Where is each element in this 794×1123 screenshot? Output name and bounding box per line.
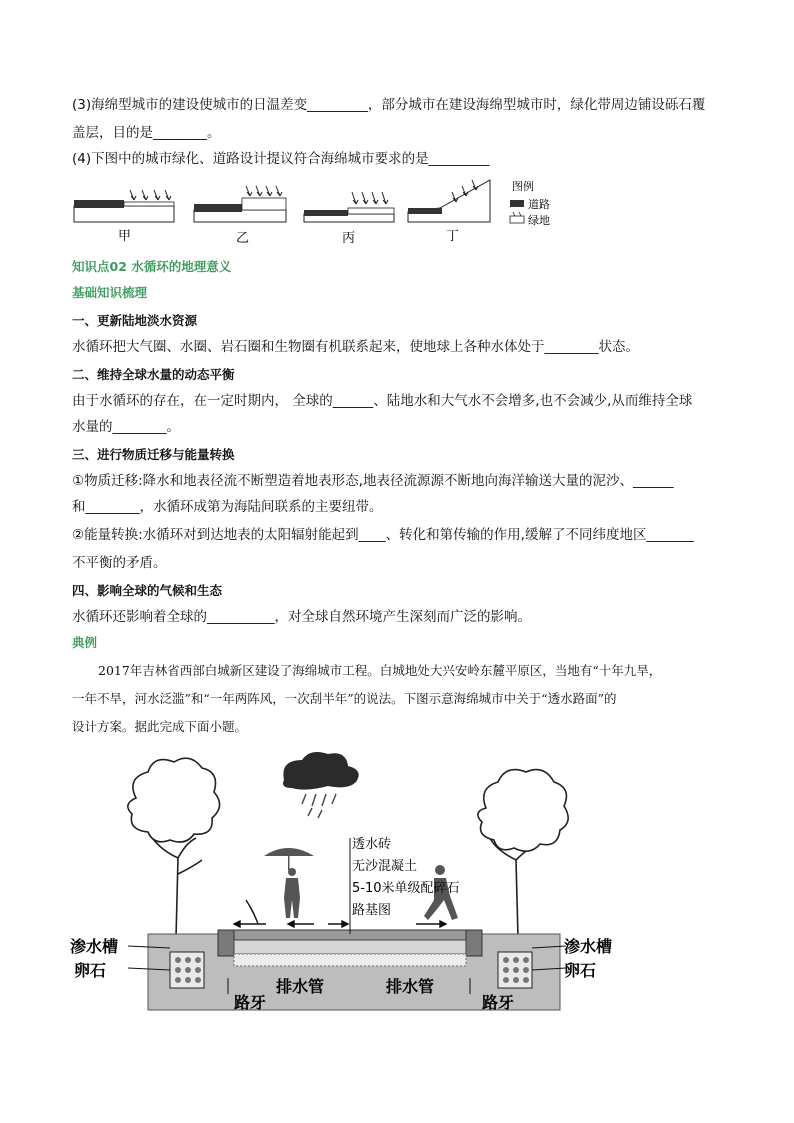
question-3-line2: 盖层，目的是________。 (72, 125, 221, 141)
rain-cloud-icon (283, 752, 359, 818)
point-3-text-b: 和________，水循环成第为海陆间联系的主要纽带。 (72, 499, 383, 515)
right-pebble-label: 卵石 (564, 961, 597, 980)
point-3-text-d: 不平衡的矛盾。 (72, 555, 167, 571)
layer-label-2: 无沙混凝土 (352, 859, 418, 874)
design-figure (70, 178, 570, 244)
example-line3: 设计方案。据此完成下面小题。 (72, 719, 248, 734)
question-3-line1: (3)海绵型城市的建设使城市的日温差变_________，部分城市在建设海绵型城市时，绿化带周边铺设砾石覆 (72, 97, 706, 113)
point-3-text-a: ①物质迁移:降水和地表径流不断塑造着地表形态,地表径流源源不断地向海洋输送大量的泥沙、______ (72, 473, 674, 489)
left-groove-label: 渗水槽 (70, 937, 119, 956)
left-curb-label: 路牙 (234, 993, 267, 1012)
point-3-heading: 三、进行物质迁移与能量转换 (72, 447, 235, 462)
layer-label-1: 透水砖 (352, 837, 392, 852)
right-curb-label: 路牙 (482, 993, 515, 1012)
design-ding (408, 180, 490, 244)
example-title: 典例 (72, 635, 98, 650)
design-bing (304, 192, 394, 244)
section-title: 知识点02 水循环的地理意义 (72, 259, 232, 274)
flow-arrows (234, 900, 446, 927)
right-pipe-label: 排水管 (386, 977, 435, 996)
right-groove-label: 渗水槽 (564, 937, 613, 956)
concrete-layer (234, 940, 466, 954)
point-1-text: 水循环把大气圈、水圈、岩石圈和生物圈有机联系起来，使地球上各种水体处于________状态。 (72, 339, 639, 355)
layer-label-3: 5-10米单级配碎石 (352, 881, 460, 896)
left-pebble-label: 卵石 (74, 961, 107, 980)
right-tree-icon (478, 770, 568, 938)
legend-green: 绿地 (528, 214, 550, 227)
gravel-layer (234, 954, 466, 966)
point-4-heading: 四、影响全球的气候和生态 (72, 583, 223, 598)
point-2-heading: 二、维持全球水量的动态平衡 (72, 367, 235, 382)
example-line2: 一年不旱，河水泛滥”和“一年两阵风，一次刮半年”的说法。下图示意海绵城市中关于“透水路面”的 (72, 691, 617, 706)
point-3-text-c: ②能量转换:水循环对到达地表的太阳辐射能起到____、转化和第传输的作用,缓解了不同纬度地区_______ (72, 527, 694, 543)
layer-label-4: 路基图 (352, 903, 392, 918)
right-curb (466, 930, 482, 956)
legend-road: 道路 (528, 198, 550, 211)
right-seepage-groove (498, 952, 532, 988)
design-yi (194, 186, 286, 244)
label-ding: 丁 (446, 229, 460, 244)
design-jia (74, 190, 174, 244)
left-seepage-groove (170, 952, 204, 988)
label-bing: 丙 (342, 231, 356, 244)
figure1-legend (510, 179, 550, 227)
point-2-text-a: 由于水循环的存在，在一定时期内， 全球的______、陆地水和大气水不会增多,也不会减少,从而维持全球 (72, 393, 693, 409)
point-2-text-b: 水量的________。 (72, 419, 180, 435)
person-umbrella-icon (264, 848, 314, 918)
left-pipe-label: 排水管 (276, 977, 325, 996)
label-yi: 乙 (236, 231, 250, 244)
legend-title: 图例 (512, 180, 534, 193)
label-jia: 甲 (118, 229, 132, 244)
question-4: (4)下图中的城市绿化、道路设计提议符合海绵城市要求的是_________ (72, 151, 490, 167)
permeable-road-figure (66, 748, 626, 1020)
point-1-heading: 一、更新陆地淡水资源 (72, 313, 198, 328)
point-4-text: 水循环还影响着全球的__________，对全球自然环境产生深刻而广泛的影响。 (72, 609, 531, 625)
example-line1: 2017年吉林省西部白城新区建设了海绵城市工程。白城地处大兴安岭东麓平原区，当地有“十年九旱， (98, 663, 662, 678)
left-curb (218, 930, 234, 956)
section-subtitle: 基础知识梳理 (72, 285, 148, 300)
left-tree-icon (128, 758, 220, 938)
